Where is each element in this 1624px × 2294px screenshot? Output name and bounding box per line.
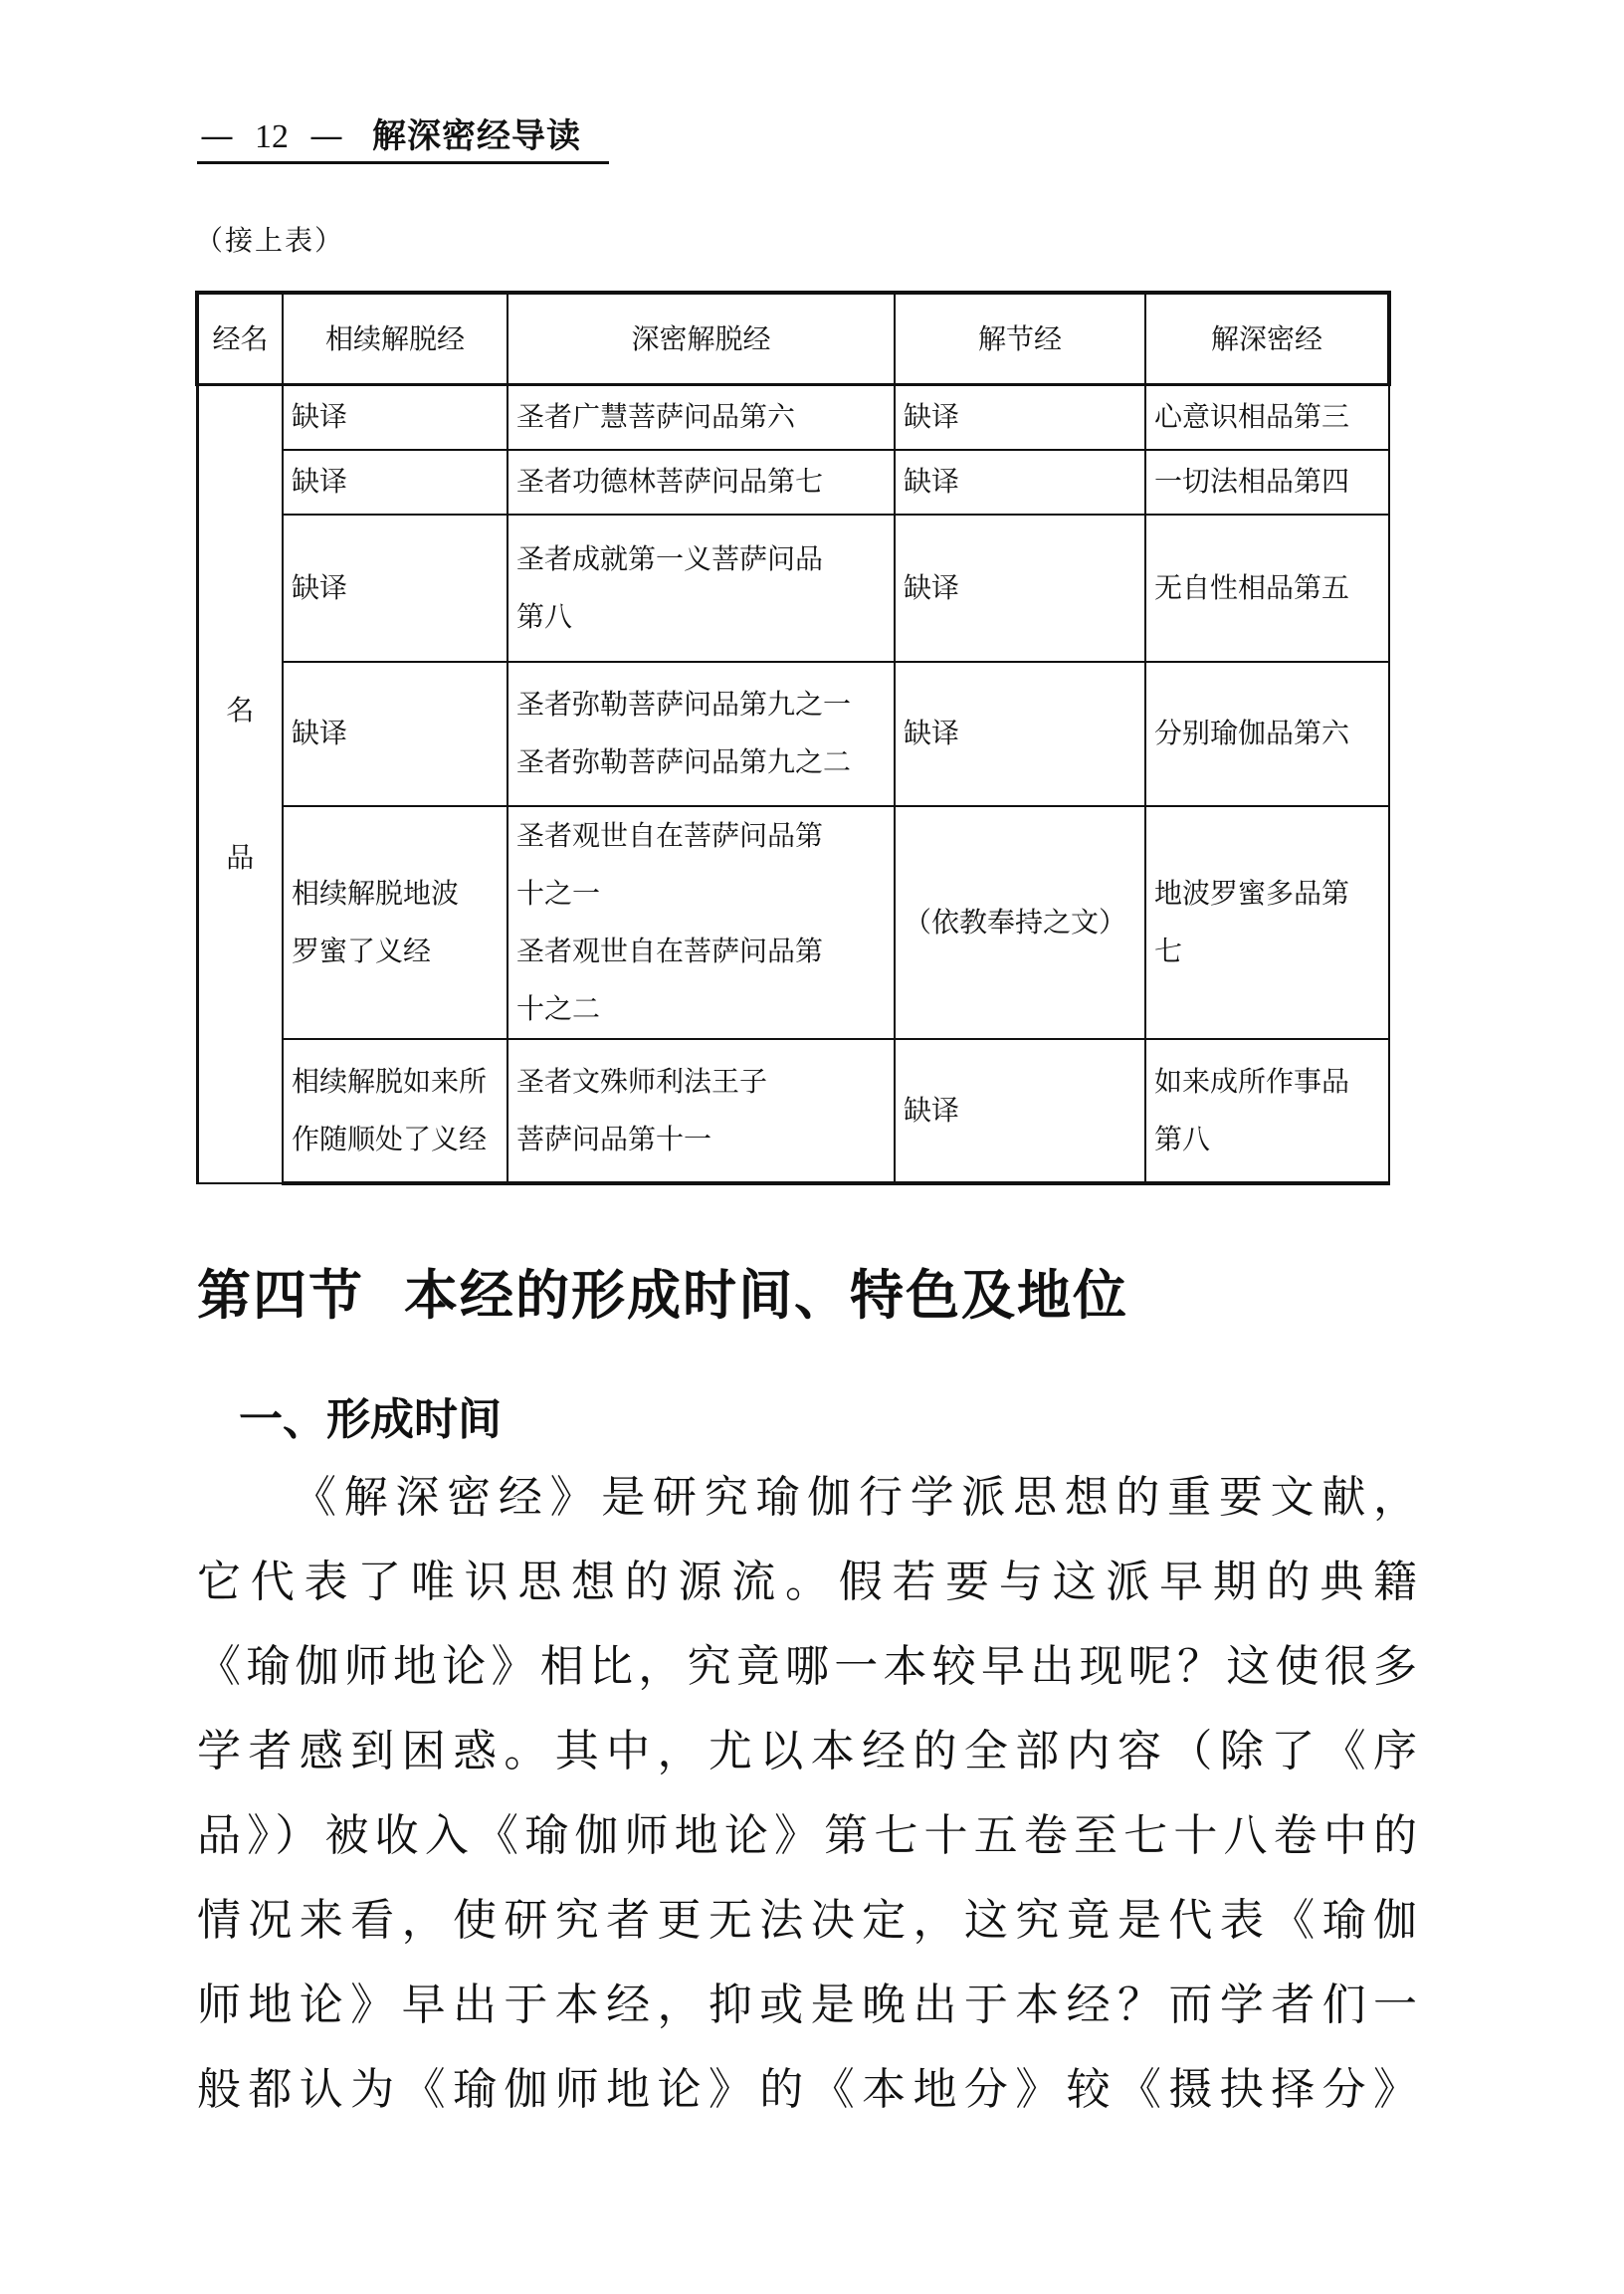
header-cell-sutra-name: 经名 [197, 293, 283, 385]
body-text-line: 般都认为《瑜伽师地论》的《本地分》较《摄抉择分》 [197, 2064, 1417, 2115]
table-cell-c2 [508, 515, 895, 662]
table-cell-c3 [895, 1039, 1145, 1183]
table-row [197, 1039, 1389, 1183]
cell-text-line: 圣者观世自在菩萨问品第 [516, 934, 824, 967]
table-cell-c1 [283, 385, 508, 450]
section-heading [197, 1256, 1128, 1336]
table-cell-c4 [1145, 662, 1389, 806]
table-cell-c2 [508, 806, 895, 1039]
cell-text-line: 十之一 [516, 876, 601, 910]
cell-text-line: 地波罗蜜多品第 [1154, 876, 1350, 910]
cell-text-line: 第八 [1154, 1122, 1211, 1155]
cell-text-line: 圣者弥勒菩萨问品第九之二 [516, 745, 852, 778]
cell-text-line: 如来成所作事品 [1154, 1064, 1350, 1098]
sutra-comparison-table [195, 291, 1391, 1185]
body-text-line: 《解深密经》是研究瑜伽行学派思想的重要文献， [293, 1472, 1417, 1523]
cell-text-line: 相续解脱地波 [292, 876, 460, 910]
header-dash-left: — [200, 116, 234, 156]
cell-text-line: 圣者成就第一义菩萨问品 [516, 541, 824, 575]
cell-text-line: 相续解脱如来所 [292, 1064, 488, 1098]
body-text-line: 情况来看，使研究者更无法决定，这究竟是代表《瑜伽 [197, 1895, 1417, 1946]
table-cell-c4 [1145, 515, 1389, 662]
table-cell-c4 [1145, 806, 1389, 1039]
table-cell-c1 [283, 515, 508, 662]
cell-text-line: 缺译 [904, 400, 960, 434]
cell-text-line: 菩萨问品第十一 [516, 1122, 712, 1155]
cell-text-line: 作随顺处了义经 [292, 1122, 488, 1155]
cell-text-line: 圣者广慧菩萨问品第六 [516, 400, 796, 434]
table-header-row [197, 293, 1389, 385]
header-cell-shenmi: 深密解脱经 [508, 293, 895, 385]
cell-text-line: 第八 [516, 599, 573, 633]
table-cell-c3 [895, 515, 1145, 662]
table-row [197, 385, 1389, 450]
cell-text-line: 缺译 [904, 570, 960, 604]
cell-text-line: 缺译 [292, 717, 348, 749]
cell-text-line: 圣者观世自在菩萨问品第 [516, 818, 824, 852]
body-text-line: 师地论》早出于本经，抑或是晚出于本经？而学者们一 [197, 1980, 1417, 2030]
table-row [197, 662, 1389, 806]
table-row [197, 806, 1389, 1039]
table-cell-c4 [1145, 1039, 1389, 1183]
table-cell-c3 [895, 806, 1145, 1039]
body-text-line: 《瑜伽师地论》相比，究竟哪一本较早出现呢？这使很多 [197, 1641, 1417, 1692]
table-cell-c4 [1145, 385, 1389, 450]
body-text-line: 品》）被收入《瑜伽师地论》第七十五卷至七十八卷中的 [197, 1810, 1417, 1861]
cell-text-line: 心意识相品第三 [1154, 400, 1350, 434]
book-title: 解深密经导读 [372, 116, 581, 156]
cell-text-line: 一切法相品第四 [1154, 465, 1350, 498]
cell-text-line: 缺译 [904, 717, 960, 749]
table-cell-c2 [508, 385, 895, 450]
cell-text-line: 罗蜜了义经 [292, 934, 432, 967]
table-cell-c2 [508, 662, 895, 806]
cell-text-line: 圣者文殊师利法王子 [516, 1064, 768, 1098]
row-group-label [197, 385, 283, 1183]
table-cell-c4 [1145, 450, 1389, 515]
cell-text-line: 缺译 [904, 465, 960, 498]
header-cell-jiejie: 解节经 [895, 293, 1145, 385]
section-title: 本经的形成时间、特色及地位 [404, 1264, 1128, 1327]
header-cell-jieshenmi: 解深密经 [1145, 293, 1389, 385]
cell-text-line: 圣者功德林菩萨问品第七 [516, 465, 824, 498]
table-cell-c1 [283, 450, 508, 515]
cell-text-line: 缺译 [292, 570, 348, 604]
body-text-line: 它代表了唯识思想的源流。假若要与这派早期的典籍 [197, 1557, 1417, 1607]
table-row [197, 450, 1389, 515]
cell-text-line: 十之二 [516, 991, 601, 1025]
running-head [197, 111, 609, 164]
cell-text-line: 缺译 [292, 465, 348, 498]
table-cell-c2 [508, 450, 895, 515]
table-cell-c3 [895, 385, 1145, 450]
table-cell-c3 [895, 450, 1145, 515]
cell-text-line: 缺译 [904, 1093, 960, 1127]
page-number: 12 [255, 118, 289, 155]
section-number: 第四节 [197, 1264, 364, 1327]
cell-text-line: 无自性相品第五 [1154, 570, 1350, 604]
body-paragraph [197, 1455, 1417, 2132]
header-dash-right: — [309, 116, 343, 156]
row-group-label-char: 品 [226, 840, 255, 874]
subsection-heading: 一、形成时间 [239, 1394, 502, 1445]
table-cell-c3 [895, 662, 1145, 806]
table-continuation-note: （接上表） [195, 224, 345, 257]
cell-text-line: 圣者弥勒菩萨问品第九之一 [516, 688, 852, 721]
cell-text-line: 缺译 [292, 400, 348, 434]
table-row [197, 515, 1389, 662]
table-cell-c1 [283, 806, 508, 1039]
header-cell-xiangxu: 相续解脱经 [283, 293, 508, 385]
table-cell-c1 [283, 662, 508, 806]
body-text-line: 学者感到困惑。其中，尤以本经的全部内容（除了《序 [197, 1726, 1417, 1776]
table-cell-c1 [283, 1039, 508, 1183]
cell-text-line: 分别瑜伽品第六 [1154, 717, 1350, 749]
row-group-label-char: 名 [226, 693, 255, 727]
cell-text-line: （依教奉持之文） [904, 905, 1127, 938]
cell-text-line: 七 [1154, 934, 1183, 967]
table-cell-c2 [508, 1039, 895, 1183]
